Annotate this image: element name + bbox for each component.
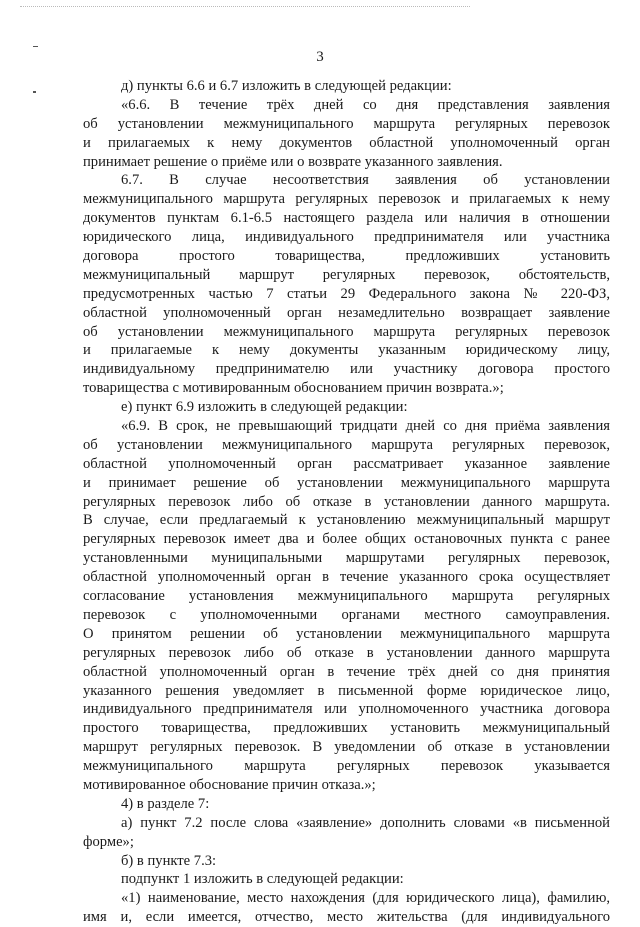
text-line: регулярных перевозок либо об отказе в установлении данного маршрута <box>83 644 610 661</box>
text-line: областной уполномоченный орган в течение трёх дней со дня принятия <box>83 663 610 680</box>
page-number: 3 <box>316 49 324 65</box>
text-line: е) пункт 6.9 изложить в следующей редакции: <box>121 399 408 416</box>
text-line: форме»; <box>83 833 134 850</box>
text-line: перевозок с уполномоченными органами местного самоуправления. <box>83 606 610 623</box>
text-line: 4) в разделе 7: <box>121 795 210 812</box>
scan-edge-artifact <box>20 6 470 8</box>
text-line: В случае, если предлагаемый к установлению межмуниципальный маршрут <box>83 512 610 529</box>
text-line: указанного решения уведомляет в письменной форме юридическое лицо, <box>83 682 610 699</box>
text-line: подпункт 1 изложить в следующей редакции: <box>121 871 404 888</box>
margin-mark <box>33 46 38 47</box>
text-line: и прилагаемых к нему документов областной уполномоченный орган <box>83 134 610 151</box>
text-line: и прилагаемые к нему документы указанным юридическому лицу, <box>83 342 610 359</box>
text-line: регулярных перевозок имеет два и более общих остановочных пункта с ранее <box>83 531 610 548</box>
margin-mark <box>33 91 36 93</box>
text-line: документов пунктам 6.1-6.5 настоящего раздела или наличия в отношении <box>83 210 610 227</box>
text-line: маршрут регулярных перевозок. В уведомлении об отказе в установлении <box>83 739 610 756</box>
text-line: О принятом решении об установлении межмуниципального маршрута <box>83 625 610 642</box>
text-line: «6.9. В срок, не превышающий тридцати дней со дня приёма заявления <box>121 418 610 435</box>
text-line: областной уполномоченный орган в течение указанного срока осуществляет <box>83 569 610 586</box>
text-line: д) пункты 6.6 и 6.7 изложить в следующей редакции: <box>121 78 452 94</box>
text-line: и принимает решение об установлении межмуниципального маршрута <box>83 474 610 491</box>
text-line: межмуниципального маршрута регулярных перевозок указывается <box>83 758 610 775</box>
text-line: договора простого товарищества, предложивших установить <box>83 248 610 265</box>
text-line: об установлении межмуниципального маршрута регулярных перевозок <box>83 323 610 340</box>
text-line: 6.7. В случае несоответствия заявления об установлении <box>121 172 610 189</box>
text-line: предусмотренных частью 7 статьи 29 Федерального закона № 220-ФЗ, <box>83 285 610 302</box>
text-line: областной уполномоченный орган незамедлительно возвращает заявление <box>83 304 610 321</box>
text-line: индивидуальному предпринимателю или участнику договора простого <box>83 361 610 378</box>
text-line: согласование установления межмуниципального маршрута регулярных <box>83 588 610 605</box>
text-line: областной уполномоченный орган рассматривает указанное заявление <box>83 455 610 472</box>
text-line: имя и, если имеется, отчество, место жительства (для индивидуального <box>83 909 610 926</box>
text-line: межмуниципальный маршрут регулярных перевозок, обстоятельств, <box>83 266 610 283</box>
text-line: «1) наименование, место нахождения (для юридического лица), фамилию, <box>121 890 610 907</box>
text-line: «6.6. В течение трёх дней со дня представления заявления <box>121 96 610 113</box>
text-line: индивидуального предпринимателя или уполномоченного участника договора <box>83 701 610 718</box>
text-line: б) в пункте 7.3: <box>121 852 217 869</box>
text-line: принимает решение о приёме или о возврате указанного заявления. <box>83 153 503 170</box>
text-line: товарищества с мотивированным обоснованием причин возврата.»; <box>83 380 504 397</box>
text-line: регулярных перевозок либо об отказе в установлении данного маршрута. <box>83 493 610 510</box>
text-line: а) пункт 7.2 после слова «заявление» дополнить словами «в письменной <box>121 814 610 831</box>
text-line: об установлении межмуниципального маршрута регулярных перевозок, <box>83 436 610 453</box>
document-body <box>83 77 610 927</box>
text-line: межмуниципального маршрута регулярных перевозок и прилагаемых к нему <box>83 191 610 208</box>
text-line: простого товарищества, предложивших установить межмуниципальный <box>83 720 610 737</box>
text-line: установленными муниципальными маршрутами регулярных перевозок, <box>83 550 610 567</box>
text-line: об установлении межмуниципального маршрута регулярных перевозок <box>83 115 610 132</box>
text-line: мотивированное обоснование причин отказа.»; <box>83 776 376 793</box>
text-line: юридического лица, индивидуального предпринимателя или участника <box>83 229 610 246</box>
